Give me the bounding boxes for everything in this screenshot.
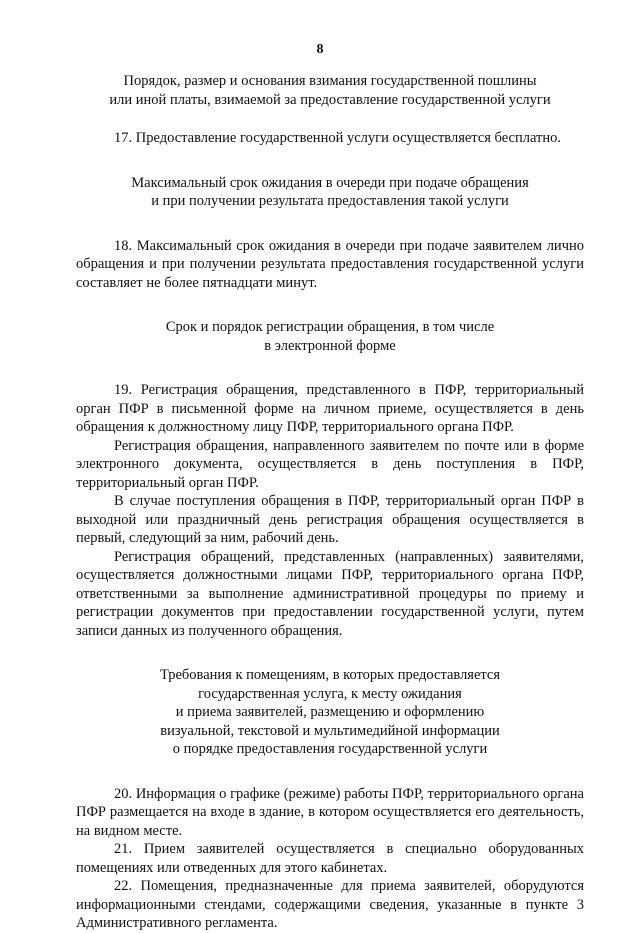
paragraph-21: 21. Прием заявителей осуществляется в специально оборудованных помещениях или отведенных для этого кабинетах. (76, 841, 584, 876)
document-body (76, 72, 584, 933)
heading-line: Максимальный срок ожидания в очереди при подаче обращения (131, 174, 529, 191)
heading-line: государственная услуга, к месту ожидания (198, 685, 462, 702)
paragraph-19-officials: Регистрация обращений, представленных (направленных) заявителями, осуществляется должностными лицами ПФР, территориального органа ПФР, ответственными за выполнение административной процедуры по приему и регистрации документов при предоставлении государственной услуги, путем записи данных из полученного обращения. (76, 548, 584, 639)
paragraph-19: 19. Регистрация обращения, представленного в ПФР, территориальный орган ПФР в письменной форме на личном приеме, осуществляется в день обращения к должностному лицу ПФР, территориального органа ПФР. (76, 382, 584, 435)
heading-line: и при получении результата предоставления такой услуги (151, 193, 509, 209)
paragraph-19-holiday: В случае поступления обращения в ПФР, территориальный орган ПФР в выходной или праздничный день регистрация обращения осуществляется в первый, следующий за ним, рабочий день. (76, 493, 584, 546)
paragraph-19-mail: Регистрация обращения, направленного заявителем по почте или в форме электронного документа, осуществляется в день поступления в ПФР, территориальный орган ПФР. (76, 437, 584, 491)
section-heading-premises (76, 666, 584, 759)
paragraph-20: 20. Информация о графике (режиме) работы ПФР, территориального органа ПФР размещается на входе в здание, в котором осуществляется его деятельность, на видном месте. (76, 785, 584, 839)
heading-line: Порядок, размер и основания взимания государственной пошлины (123, 73, 537, 89)
heading-line: или иной платы, взимаемой за предоставление государственной услуги (109, 91, 551, 108)
heading-line: в электронной форме (264, 337, 396, 354)
section-heading-queue (76, 174, 584, 211)
section-heading-registration (76, 318, 584, 355)
page-number: 8 (316, 42, 324, 57)
heading-line: и приема заявителей, размещению и оформлению (175, 704, 485, 720)
heading-line: Требования к помещениям, в которых предоставляется (159, 667, 501, 683)
paragraph-18: 18. Максимальный срок ожидания в очереди при подаче заявителем лично обращения и при получении результата предоставления государственной услуги составляет не более пятнадцати минут. (76, 237, 584, 291)
paragraph-17: 17. Предоставление государственной услуги осуществляется бесплатно. (114, 130, 561, 146)
section-heading-fee (76, 72, 584, 109)
paragraph-22: 22. Помещения, предназначенные для приема заявителей, оборудуются информационными стендами, содержащими сведения, указанные в пункте 3 Административного регламента. (76, 878, 584, 931)
heading-line: Срок и порядок регистрации обращения, в том числе (165, 319, 495, 335)
heading-line: о порядке предоставления государственной услуги (172, 741, 488, 757)
heading-line: визуальной, текстовой и мультимедийной информации (160, 722, 500, 739)
